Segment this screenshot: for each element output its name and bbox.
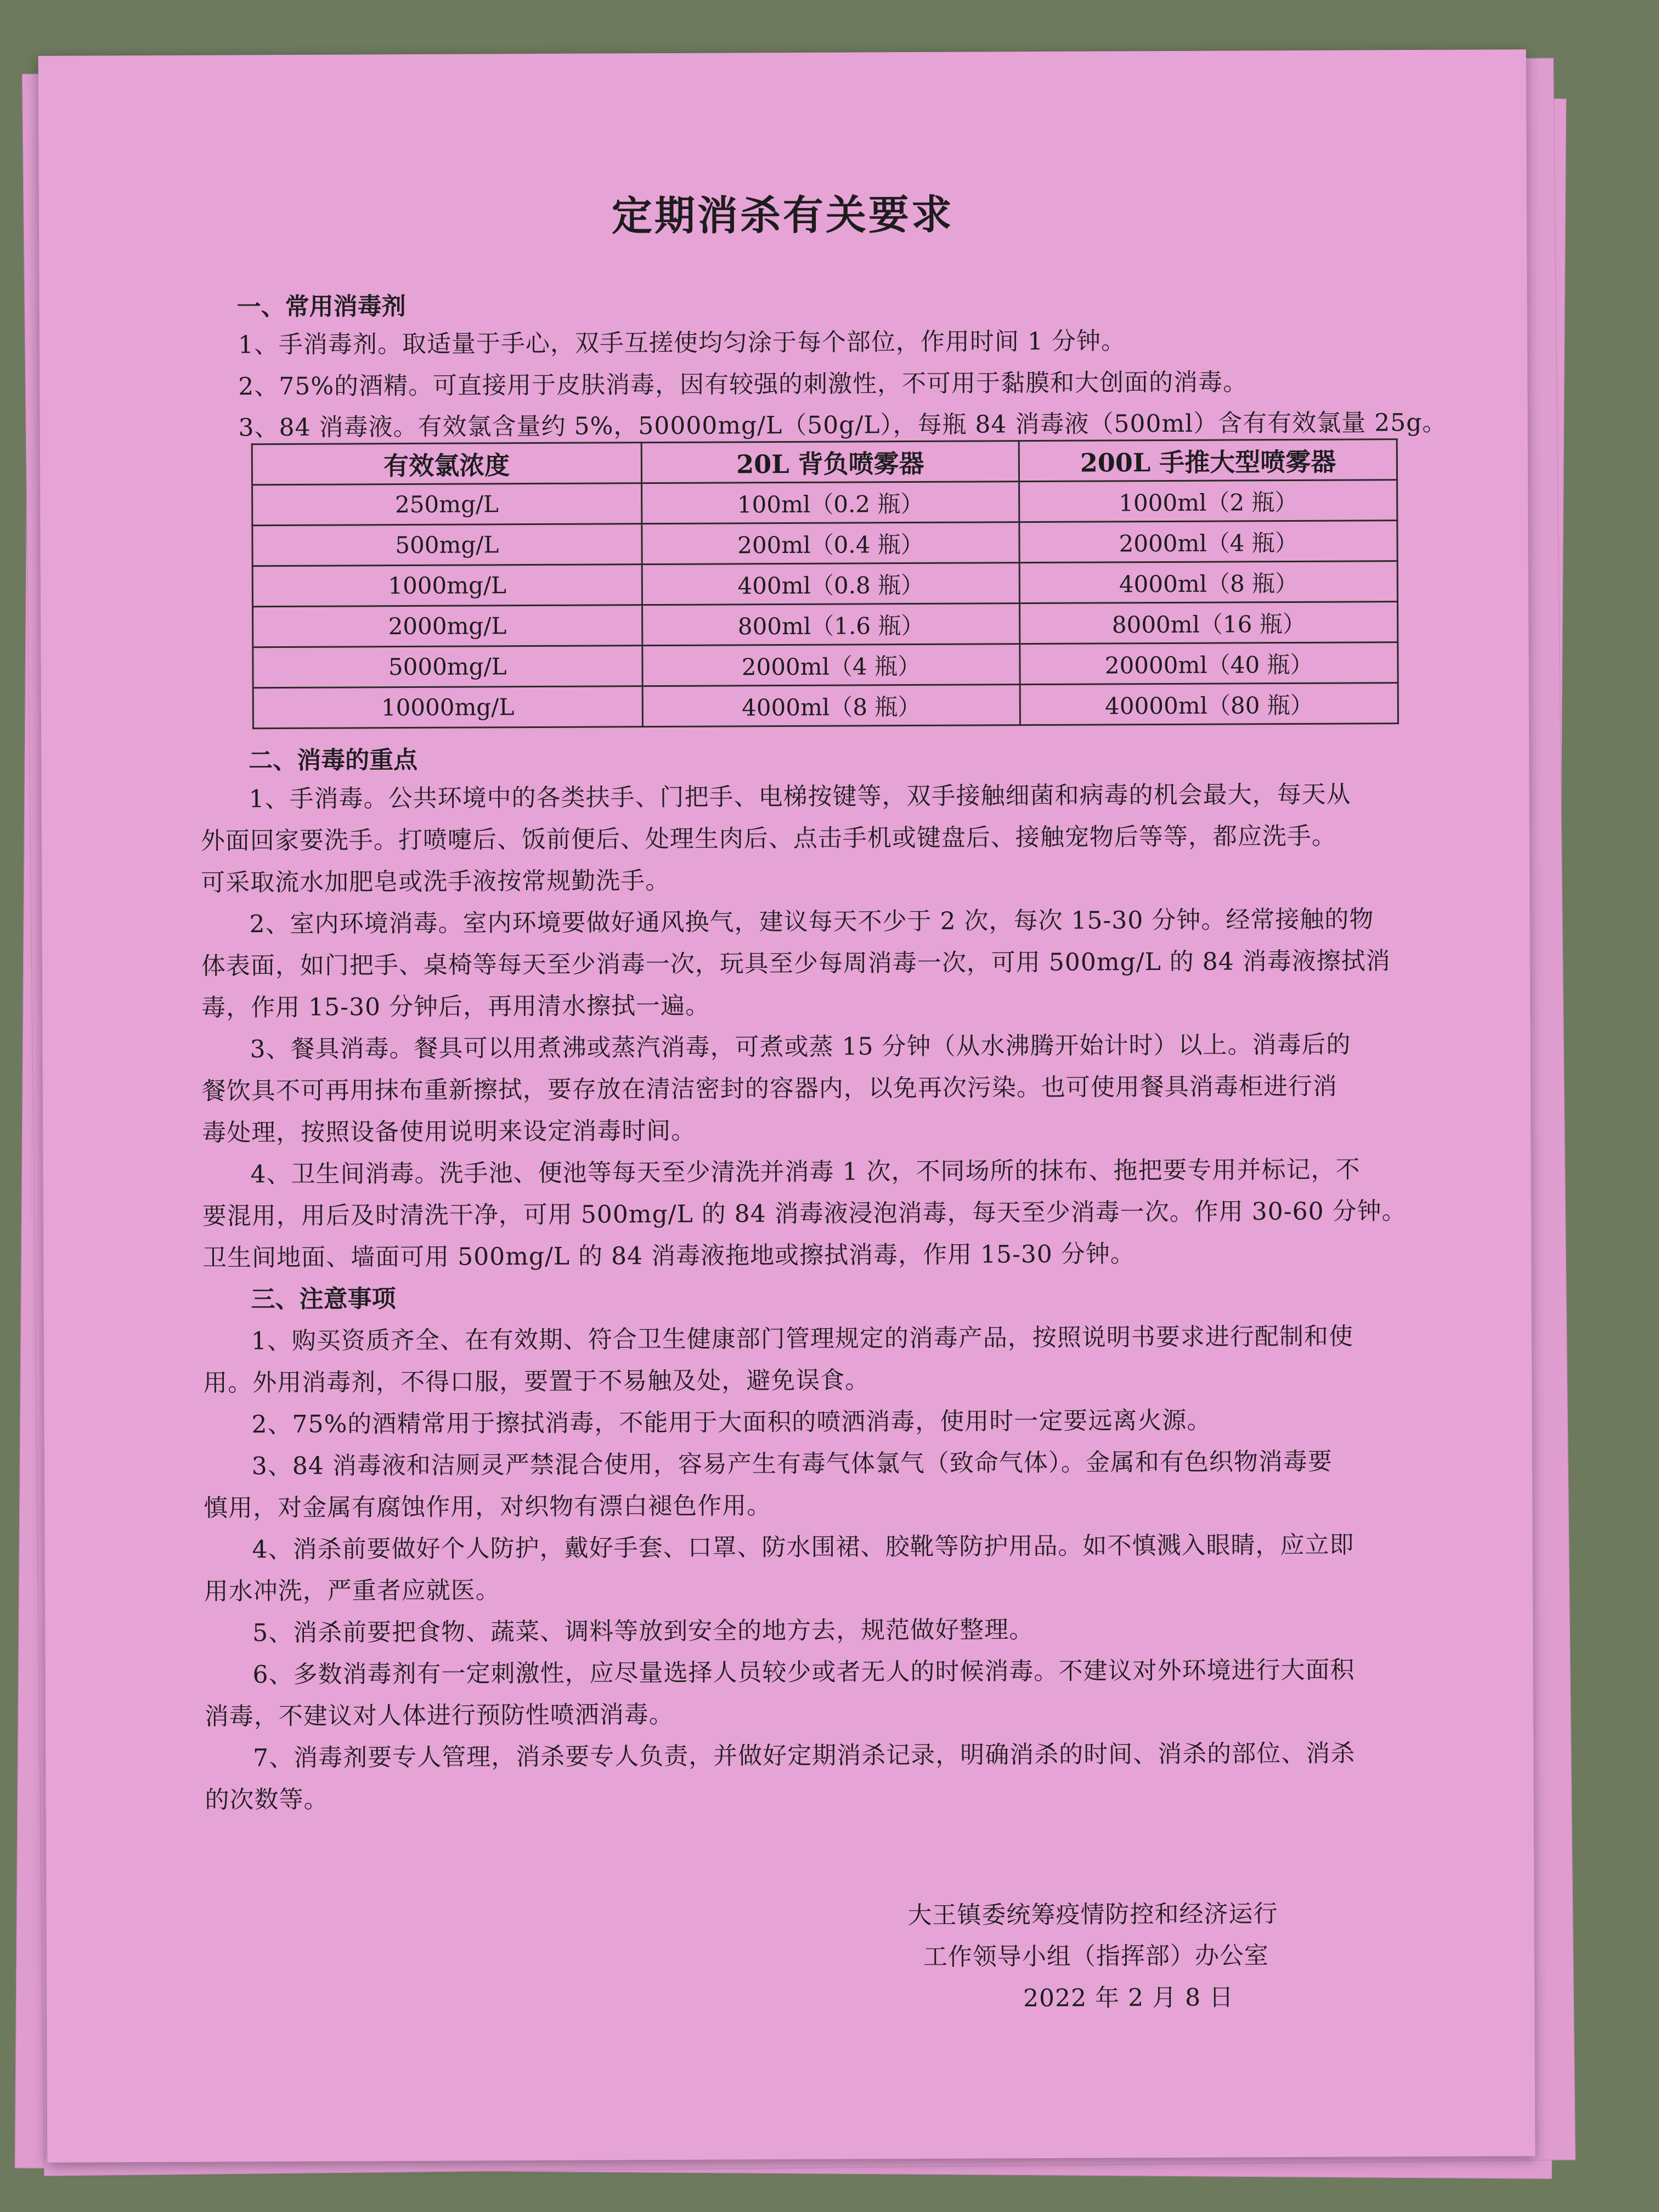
table-cell: 2000ml（4 瓶）: [642, 644, 1020, 686]
table-cell: 1000mg/L: [252, 565, 642, 607]
section-2-heading: 二、消毒的重点: [249, 746, 418, 775]
table-cell: 250mg/L: [252, 483, 642, 526]
table-header-cell: 20L 背负喷雾器: [641, 441, 1019, 483]
table-cell: 100ml（0.2 瓶）: [641, 482, 1019, 524]
table-cell: 4000ml（8 瓶）: [1019, 561, 1397, 603]
sec1-line-1: 1、手消毒剂。取适量于手心，双手互搓使均匀涂于每个部位，作用时间 1 分钟。: [238, 327, 1126, 359]
table-cell: 20000ml（40 瓶）: [1020, 642, 1398, 685]
sec2-line-7: 3、餐具消毒。餐具可以用煮沸或蒸汽消毒，可煮或蒸 15 分钟（从水沸腾开始计时）以上。消毒后的: [250, 1030, 1351, 1064]
table-row: [252, 521, 1397, 566]
table-header-cell: 有效氯浓度: [252, 443, 641, 485]
sec2-line-12: 卫生间地面、墙面可用 500mg/L 的 84 消毒液拖地或擦拭消毒，作用 15-30 分钟。: [202, 1240, 1135, 1272]
table-row: [253, 602, 1398, 647]
table-cell: 8000ml（16 瓶）: [1020, 602, 1398, 644]
sec3-line-9: 6、多数消毒剂有一定刺激性，应尽量选择人员较少或者无人的时候消毒。不建议对外环境进行大面积: [252, 1656, 1355, 1689]
table-header-cell: 200L 手推大型喷雾器: [1019, 439, 1397, 482]
table-cell: 2000mg/L: [253, 605, 642, 647]
signature-org-line-2: 工作领导小组（指挥部）办公室: [923, 1942, 1269, 1971]
table-cell: 10000mg/L: [253, 686, 642, 729]
sec3-line-2: 用。外用消毒剂，不得口服，要置于不易触及处，避免误食。: [203, 1366, 870, 1397]
table-row: [253, 683, 1398, 729]
sec2-line-8: 餐饮具不可再用抹布重新擦拭，要存放在清洁密封的容器内，以免再次污染。也可使用餐具消毒柜进行消: [201, 1072, 1338, 1105]
sec3-line-12: 的次数等。: [205, 1785, 329, 1814]
sec3-line-10: 消毒，不建议对人体进行预防性喷洒消毒。: [204, 1700, 674, 1731]
sec2-line-4: 2、室内环境消毒。室内环境要做好通风换气，建议每天不少于 2 次，每次 15-30 分钟。经常接触的物: [249, 905, 1374, 939]
document-page: [38, 49, 1536, 2163]
table-cell: 5000mg/L: [253, 646, 642, 688]
section-1-heading: 一、常用消毒剂: [236, 292, 406, 321]
sec1-line-2: 2、75%的酒精。可直接用于皮肤消毒，因有较强的刺激性，不可用于黏膜和大创面的消毒。: [238, 368, 1248, 401]
sec2-line-10: 4、卫生间消毒。洗手池、便池等每天至少清洗并消毒 1 次，不同场所的抹布、拖把要专用并标记，不: [250, 1155, 1361, 1189]
sec2-line-9: 毒处理，按照设备使用说明来设定消毒时间。: [202, 1116, 696, 1147]
document-title: 定期消杀有关要求: [611, 191, 955, 240]
table-row: [252, 561, 1397, 607]
table-row: [252, 480, 1397, 526]
table-cell: 400ml（0.8 瓶）: [642, 563, 1020, 605]
sec3-line-11: 7、消毒剂要专人管理，消杀要专人负责，并做好定期消杀记录，明确消杀的时间、消杀的部位、消杀: [253, 1739, 1356, 1773]
sec3-line-4: 3、84 消毒液和洁厕灵严禁混合使用，容易产生有毒气体氯气（致命气体）。金属和有色织物消毒要: [251, 1447, 1333, 1481]
signature-date: 2022 年 2 月 8 日: [1023, 1983, 1234, 2013]
signature-org-line-1: 大王镇委统筹疫情防控和经济运行: [907, 1900, 1278, 1930]
sec2-line-2: 外面回家要洗手。打喷嚏后、饭前便后、处理生肉后、点击手机或键盘后、接触宠物后等等，都应洗手。: [200, 822, 1336, 855]
table-cell: 200ml（0.4 瓶）: [641, 522, 1019, 565]
sec3-line-3: 2、75%的酒精常用于擦拭消毒，不能用于大面积的喷洒消毒，使用时一定要远离火源。: [251, 1406, 1212, 1439]
sec3-line-8: 5、消杀前要把食物、蔬菜、调料等放到安全的地方去，规范做好整理。: [252, 1616, 1034, 1647]
sec2-line-1: 1、手消毒。公共环境中的各类扶手、门把手、电梯按键等，双手接触细菌和病毒的机会最大，每天从: [249, 780, 1351, 814]
table-cell: 4000ml（8 瓶）: [642, 685, 1020, 727]
table-row: [253, 642, 1398, 688]
sec3-line-6: 4、消杀前要做好个人防护，戴好手套、口罩、防水围裙、胶靴等防护用品。如不慎溅入眼睛，应立即: [252, 1531, 1355, 1564]
table-cell: 1000ml（2 瓶）: [1019, 480, 1397, 522]
sec3-line-1: 1、购买资质齐全、在有效期、符合卫生健康部门管理规定的消毒产品，按照说明书要求进行配制和使: [251, 1322, 1353, 1356]
sec1-line-3: 3、84 消毒液。有效氯含量约 5%，50000mg/L（50g/L），每瓶 84 消毒液（500ml）含有有效氯量 25g。: [238, 408, 1447, 442]
sec3-line-7: 用水冲洗，严重者应就医。: [204, 1576, 500, 1606]
table-cell: 500mg/L: [252, 524, 642, 566]
table-header-row: [252, 439, 1397, 485]
sec2-line-6: 毒，作用 15-30 分钟后，再用清水擦拭一遍。: [201, 991, 710, 1022]
sec2-line-11: 要混用，用后及时清洗干净，可用 500mg/L 的 84 消毒液浸泡消毒，每天至少消毒一次。作用 30-60 分钟。: [202, 1197, 1407, 1231]
section-3-heading: 三、注意事项: [251, 1285, 396, 1314]
sec2-line-5: 体表面，如门把手、桌椅等每天至少消毒一次，玩具至少每周消毒一次，可用 500mg/L 的 84 消毒液擦拭消: [201, 947, 1391, 980]
table-cell: 40000ml（80 瓶）: [1020, 683, 1398, 725]
table-cell: 800ml（1.6 瓶）: [642, 603, 1020, 646]
sec2-line-3: 可采取流水加肥皂或洗手液按常规勤洗手。: [201, 866, 670, 897]
dilution-table: [251, 438, 1399, 729]
sec3-line-5: 慎用，对金属有腐蚀作用，对织物有漂白褪色作用。: [204, 1492, 772, 1522]
table-cell: 2000ml（4 瓶）: [1019, 521, 1397, 563]
